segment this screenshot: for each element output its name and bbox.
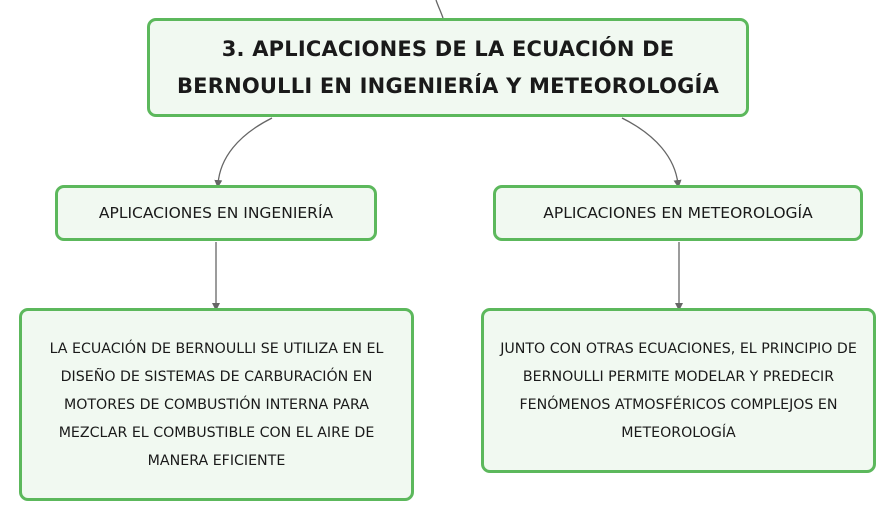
meteorology-applications-node[interactable] [493,185,863,241]
engineering-applications-node[interactable] [55,185,377,241]
main-topic-node[interactable] [147,18,749,117]
meteorology-description-node[interactable] [481,308,876,473]
connector-main-to-meteorology [622,118,678,184]
engineering-description-node[interactable] [19,308,414,501]
meteorology-applications-label: APLICACIONES EN METEOROLOGÍA [543,204,813,222]
connector-from-parent [436,0,443,18]
engineering-applications-label: APLICACIONES EN INGENIERÍA [98,204,334,222]
main-topic-title: 3. APLICACIONES DE LA ECUACIÓN DE BERNOULLI EN INGENIERÍA Y METEOROLOGÍA [176,36,720,98]
meteorology-description-text: JUNTO CON OTRAS ECUACIONES, EL PRINCIPIO DE BERNOULLI PERMITE MODELAR Y PREDECIR FENÓMENOS ATMOSFÉRICOS COMPLEJOS EN METEOROLOGÍA [500,340,857,441]
engineering-description-text: LA ECUACIÓN DE BERNOULLI SE UTILIZA EN EL DISEÑO DE SISTEMAS DE CARBURACIÓN EN MOTORES DE COMBUSTIÓN INTERNA PARA MEZCLAR EL COMBUSTIBLE CON EL AIRE DE MANERA EFICIENTE [49,340,384,469]
connector-main-to-engineering [218,118,272,184]
